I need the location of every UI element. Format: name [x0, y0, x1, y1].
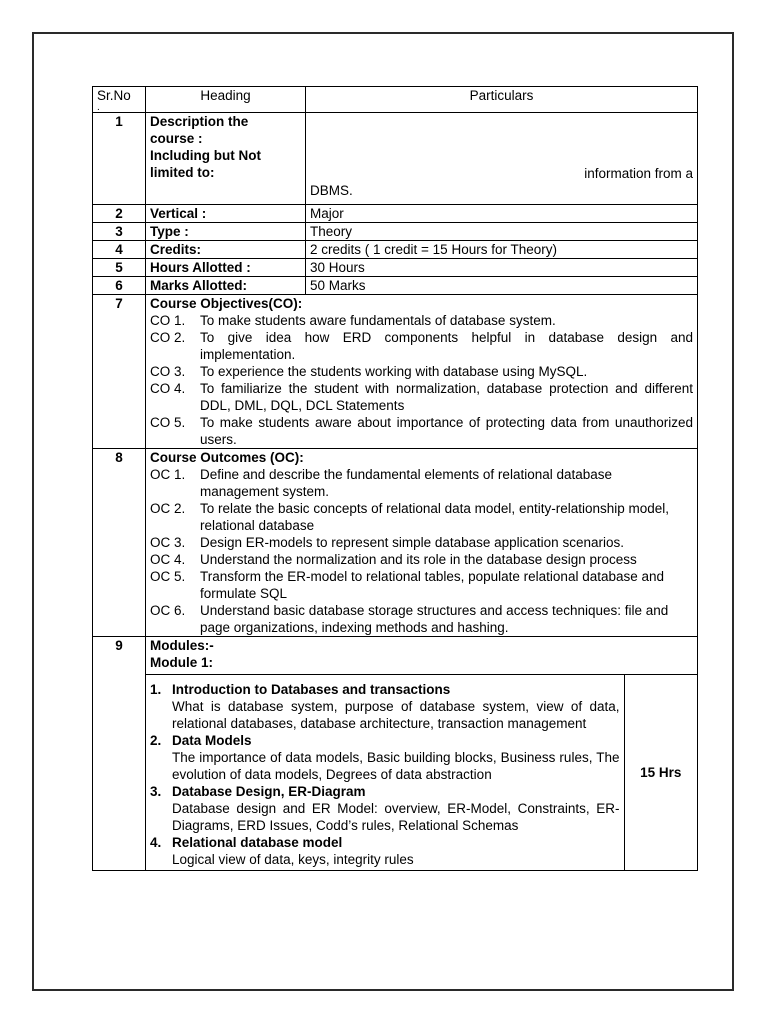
table-row	[93, 295, 698, 449]
outcome-text: Design ER-models to represent simple database application scenarios.	[200, 535, 624, 550]
outcome-label: OC 1.	[150, 467, 186, 482]
objective-text: To give idea how ERD components helpful in database design and implementation.	[200, 330, 693, 362]
row-particulars: 2 credits ( 1 credit = 15 Hours for Theory)	[306, 241, 698, 259]
modules-title: Modules:-	[150, 638, 214, 653]
topic-number: 3.	[150, 784, 162, 799]
outcome-text: Transform the ER-model to relational tables, populate relational database and formulate SQL	[200, 569, 665, 601]
objective-label: CO 4.	[150, 381, 186, 396]
module-hours: 15 Hrs	[640, 765, 682, 780]
outcome-text: Understand basic database storage structures and access techniques: file and page organizations, indexing methods and hashing.	[200, 603, 669, 635]
objective-item	[150, 312, 693, 329]
module-inner-table	[146, 675, 697, 870]
topic-text: The importance of data models, Basic building blocks, Business rules, The evolution of data models, Degrees of data abstraction	[172, 750, 620, 782]
row-number: 4	[93, 241, 146, 259]
heading-line: Including but Not	[150, 148, 261, 163]
outcome-item	[150, 534, 693, 551]
table-row	[93, 277, 698, 295]
objective-text: To experience the students working with database using MySQL.	[200, 364, 588, 379]
heading-line: limited to:	[150, 165, 215, 180]
topic-text: Database design and ER Model: overview, ER-Model, Constraints, ER-Diagrams, ERD Issues, Codd’s rules, Relational Schemas	[172, 801, 620, 833]
particulars-text: DBMS.	[310, 183, 353, 198]
module-topic	[150, 834, 620, 868]
table-row	[93, 675, 698, 871]
row-heading: Marks Allotted:	[146, 277, 306, 295]
table-row	[93, 223, 698, 241]
header-srno-dot: .	[97, 102, 100, 113]
table-row	[93, 449, 698, 637]
row-heading: Vertical :	[146, 205, 306, 223]
outcome-label: OC 6.	[150, 603, 186, 618]
objective-text: To familiarize the student with normalization, database protection and different DDL, DML, DQL, DCL Statements	[200, 381, 693, 413]
module-content-cell	[146, 675, 698, 871]
row-number: 2	[93, 205, 146, 223]
outcome-label: OC 2.	[150, 501, 186, 516]
module-topic	[150, 783, 620, 834]
outcome-text: Understand the normalization and its role in the database design process	[200, 552, 637, 567]
row-number: 8	[93, 449, 146, 637]
particulars-text: information from a	[584, 166, 693, 181]
topic-text: Logical view of data, keys, integrity rules	[172, 852, 414, 867]
outcome-item	[150, 500, 693, 534]
module-topics	[146, 675, 624, 870]
modules-header-cell	[146, 637, 698, 675]
heading-line: course :	[150, 131, 203, 146]
row-number: 1	[93, 113, 146, 205]
topic-title: Relational database model	[172, 835, 343, 850]
topic-number: 1.	[150, 682, 162, 697]
heading-line: Description the	[150, 114, 249, 129]
row-particulars: 30 Hours	[306, 259, 698, 277]
objective-label: CO 1.	[150, 313, 186, 328]
row-particulars	[306, 113, 698, 205]
outcome-item	[150, 568, 693, 602]
topic-number: 4.	[150, 835, 162, 850]
outcomes-title: Course Outcomes (OC):	[150, 450, 304, 465]
outcome-label: OC 5.	[150, 569, 186, 584]
row-heading: Type :	[146, 223, 306, 241]
header-heading: Heading	[146, 87, 306, 113]
table-header-row	[93, 87, 698, 113]
objective-item	[150, 329, 693, 363]
row-heading	[146, 113, 306, 205]
topic-title: Data Models	[172, 733, 252, 748]
table-row	[93, 205, 698, 223]
module-topic	[150, 681, 620, 732]
module-title: Module 1:	[150, 655, 213, 670]
header-srno	[93, 87, 146, 113]
table-row	[93, 637, 698, 675]
objective-label: CO 2.	[150, 330, 186, 345]
outcome-text: Define and describe the fundamental elements of relational database management system.	[200, 467, 613, 499]
objective-label: CO 5.	[150, 415, 186, 430]
row-number: 5	[93, 259, 146, 277]
topic-title: Database Design, ER-Diagram	[172, 784, 366, 799]
table-row	[93, 241, 698, 259]
outcome-text: To relate the basic concepts of relational data model, entity-relationship model, relational database	[200, 501, 670, 533]
table-row	[93, 259, 698, 277]
outcome-item	[150, 466, 693, 500]
objective-item	[150, 363, 693, 380]
row-particulars: Major	[306, 205, 698, 223]
topic-title: Introduction to Databases and transactions	[172, 682, 451, 697]
row-particulars: Theory	[306, 223, 698, 241]
topic-text: What is database system, purpose of database system, view of data, relational databases, database architecture, transaction management	[172, 699, 620, 731]
objectives-cell	[146, 295, 698, 449]
topic-number: 2.	[150, 733, 162, 748]
objectives-title: Course Objectives(CO):	[150, 296, 303, 311]
header-srno-label: Sr.No	[97, 88, 131, 103]
objective-item	[150, 414, 693, 448]
outcomes-cell	[146, 449, 698, 637]
row-heading: Hours Allotted :	[146, 259, 306, 277]
outcome-label: OC 3.	[150, 535, 186, 550]
module-topic	[150, 732, 620, 783]
objective-text: To make students aware fundamentals of database system.	[200, 313, 556, 328]
objective-text: To make students aware about importance of protecting data from unauthorized users.	[200, 415, 693, 447]
header-particulars: Particulars	[306, 87, 698, 113]
row-number: 3	[93, 223, 146, 241]
syllabus-table	[92, 86, 698, 871]
row-number: 9	[93, 637, 146, 871]
outcome-item	[150, 551, 693, 568]
table-row	[93, 113, 698, 205]
row-particulars: 50 Marks	[306, 277, 698, 295]
row-number: 6	[93, 277, 146, 295]
objective-label: CO 3.	[150, 364, 186, 379]
objective-item	[150, 380, 693, 414]
outcome-label: OC 4.	[150, 552, 186, 567]
outcome-item	[150, 602, 693, 636]
row-number: 7	[93, 295, 146, 449]
row-heading: Credits:	[146, 241, 306, 259]
